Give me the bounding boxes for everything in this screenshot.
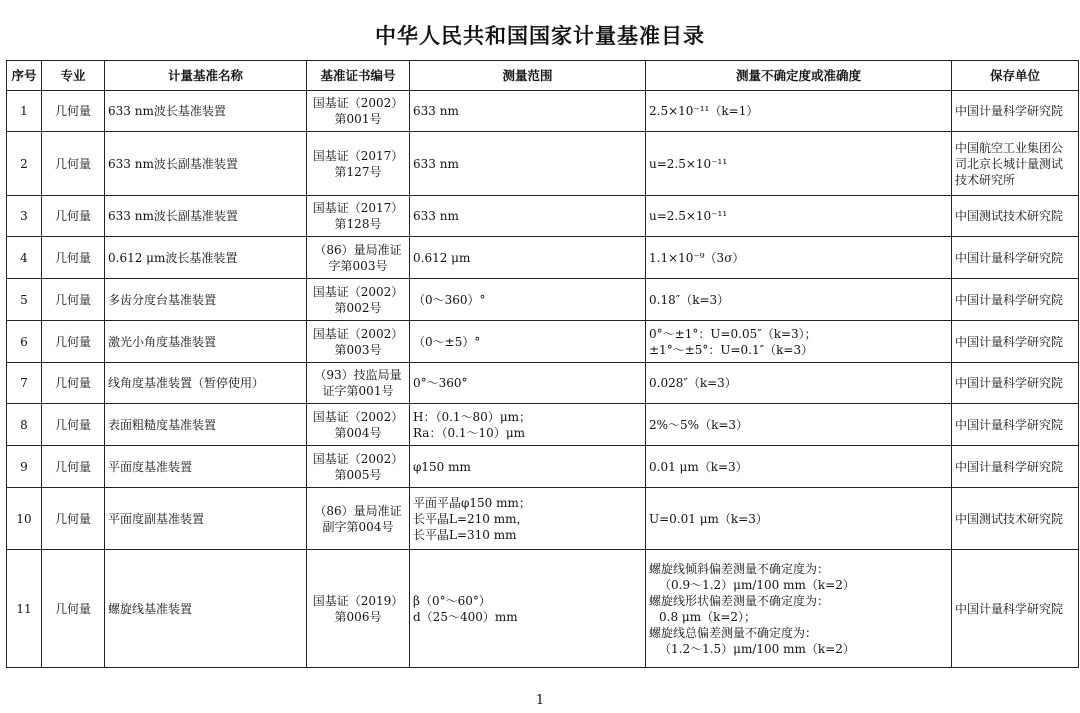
cell-uncertainty: [646, 91, 952, 132]
range-line: 633 nm: [413, 104, 459, 118]
unit-line: 技术研究所: [955, 172, 1016, 187]
uncertainty-line: 2%～5%（k=3）: [649, 417, 749, 432]
cell-range: [410, 363, 646, 404]
cell-specialty: 几何量: [42, 279, 105, 321]
unit-line: 中国计量科学研究院: [955, 417, 1064, 432]
certificate-line: 国基证（2017）: [312, 201, 404, 215]
cell-name: 线角度基准装置（暂停使用）: [105, 363, 307, 404]
certificate-line: 国基证（2019）: [312, 593, 404, 608]
cell-no: 10: [7, 488, 42, 550]
unit-line: 中国计量科学研究院: [955, 376, 1064, 390]
cell-uncertainty: [646, 196, 952, 237]
certificate-line: 国基证（2002）: [312, 409, 404, 424]
uncertainty-line: U=0.01 μm（k=3）: [649, 511, 768, 526]
certificate-line: 第003号: [334, 342, 382, 357]
header-unit: 保存单位: [952, 61, 1079, 91]
cell-range: [410, 488, 646, 550]
certificate-line: 国基证（2002）: [312, 96, 404, 110]
range-line: （0～360）°: [413, 292, 486, 307]
page-number: 1: [535, 693, 545, 708]
certificate-line: 副字第004号: [322, 519, 394, 534]
range-line: （0～±5）°: [413, 334, 481, 349]
cell-specialty: 几何量: [42, 446, 105, 488]
range-line: 长平晶L=310 mm: [413, 527, 517, 542]
range-line: 633 nm: [413, 156, 459, 171]
cell-specialty: 几何量: [42, 550, 105, 668]
uncertainty-line: u=2.5×10⁻¹¹: [649, 209, 728, 223]
cell-name: 633 nm波长副基准装置: [105, 132, 307, 196]
unit-line: 中国计量科学研究院: [955, 250, 1064, 265]
cell-name: 0.612 μm波长基准装置: [105, 237, 307, 279]
uncertainty-line: （1.2～1.5）μm/100 mm（k=2）: [659, 641, 855, 656]
range-line: 0.612 μm: [413, 250, 471, 265]
range-line: 0°～360°: [413, 376, 468, 390]
cell-unit: [952, 237, 1079, 279]
certificate-line: 国基证（2002）: [312, 326, 404, 341]
cell-range: [410, 279, 646, 321]
header-certificate: 基准证书编号: [307, 61, 410, 91]
table-row: [7, 279, 1079, 321]
unit-line: 中国计量科学研究院: [955, 292, 1064, 307]
uncertainty-line: 0.18″（k=3）: [649, 292, 730, 307]
cell-unit: [952, 363, 1079, 404]
header-specialty: 专业: [42, 61, 105, 91]
cell-no: 7: [7, 363, 42, 404]
table-row: [7, 132, 1079, 196]
cell-unit: [952, 404, 1079, 446]
certificate-line: 第002号: [334, 300, 382, 315]
cell-no: 3: [7, 196, 42, 237]
header-no: 序号: [7, 61, 42, 91]
cell-unit: [952, 279, 1079, 321]
table-row: [7, 550, 1079, 668]
cell-no: 4: [7, 237, 42, 279]
cell-range: [410, 132, 646, 196]
table-row: [7, 446, 1079, 488]
standards-table: [6, 60, 1079, 668]
cell-uncertainty: [646, 488, 952, 550]
uncertainty-line: （0.9～1.2）μm/100 mm（k=2）: [659, 577, 855, 592]
certificate-line: 证字第001号: [322, 384, 394, 398]
uncertainty-line: 螺旋线倾斜偏差测量不确定度为：: [649, 561, 830, 576]
unit-line: 中国计量科学研究院: [955, 459, 1064, 474]
cell-specialty: 几何量: [42, 363, 105, 404]
unit-line: 中国测试技术研究院: [955, 511, 1064, 526]
cell-uncertainty: [646, 132, 952, 196]
certificate-line: 第128号: [334, 217, 382, 231]
table-row: [7, 196, 1079, 237]
cell-unit: [952, 196, 1079, 237]
range-line: β（0°～60°）: [413, 593, 491, 608]
cell-name: 平面度基准装置: [105, 446, 307, 488]
cell-unit: [952, 91, 1079, 132]
cell-specialty: 几何量: [42, 196, 105, 237]
cell-name: 633 nm波长基准装置: [105, 91, 307, 132]
uncertainty-line: 1.1×10⁻⁹（3σ）: [649, 250, 745, 265]
uncertainty-line: ±1°～±5°：U=0.1″（k=3）: [649, 342, 814, 357]
cell-certificate: [307, 196, 410, 237]
certificate-line: 第005号: [334, 467, 382, 482]
table-row: [7, 488, 1079, 550]
uncertainty-line: 0.01 μm（k=3）: [649, 459, 748, 474]
cell-specialty: 几何量: [42, 488, 105, 550]
table-row: [7, 237, 1079, 279]
table-row: [7, 321, 1079, 363]
cell-certificate: [307, 363, 410, 404]
cell-range: [410, 196, 646, 237]
range-line: 633 nm: [413, 209, 459, 223]
cell-certificate: [307, 237, 410, 279]
cell-certificate: [307, 404, 410, 446]
cell-range: [410, 404, 646, 446]
cell-specialty: 几何量: [42, 132, 105, 196]
cell-uncertainty: [646, 279, 952, 321]
cell-uncertainty: [646, 237, 952, 279]
cell-unit: [952, 446, 1079, 488]
cell-certificate: [307, 550, 410, 668]
cell-no: 5: [7, 279, 42, 321]
cell-range: [410, 446, 646, 488]
cell-name: 螺旋线基准装置: [105, 550, 307, 668]
table-row: [7, 404, 1079, 446]
cell-specialty: 几何量: [42, 321, 105, 363]
header-range: 测量范围: [410, 61, 646, 91]
cell-name: 633 nm波长副基准装置: [105, 196, 307, 237]
table-row: [7, 91, 1079, 132]
uncertainty-line: 0°～±1°：U=0.05″（k=3）；: [649, 326, 817, 341]
cell-certificate: [307, 321, 410, 363]
range-line: H：（0.1～80）μm；: [413, 409, 531, 424]
cell-name: 激光小角度基准装置: [105, 321, 307, 363]
uncertainty-line: 螺旋线形状偏差测量不确定度为：: [649, 593, 830, 608]
unit-line: 中国测试技术研究院: [955, 209, 1064, 223]
header-row: [7, 61, 1079, 91]
cell-range: [410, 91, 646, 132]
header-uncertainty: 测量不确定度或准确度: [646, 61, 952, 91]
cell-uncertainty: [646, 363, 952, 404]
unit-line: 中国计量科学研究院: [955, 601, 1064, 616]
cell-unit: [952, 321, 1079, 363]
cell-no: 2: [7, 132, 42, 196]
certificate-line: 字第003号: [328, 258, 388, 273]
cell-range: [410, 321, 646, 363]
cell-specialty: 几何量: [42, 404, 105, 446]
certificate-line: 第127号: [334, 164, 382, 179]
certificate-line: 第004号: [334, 425, 382, 440]
uncertainty-line: u=2.5×10⁻¹¹: [649, 156, 728, 171]
table-row: [7, 363, 1079, 404]
uncertainty-line: 螺旋线总偏差测量不确定度为：: [649, 625, 818, 640]
unit-line: 中国计量科学研究院: [955, 334, 1064, 349]
unit-line: 中国计量科学研究院: [955, 104, 1064, 118]
cell-certificate: [307, 279, 410, 321]
cell-no: 8: [7, 404, 42, 446]
cell-no: 9: [7, 446, 42, 488]
unit-line: 中国航空工业集团公: [955, 140, 1064, 155]
certificate-line: 国基证（2002）: [312, 451, 404, 466]
range-line: Ra：（0.1～10）μm: [413, 425, 525, 440]
certificate-line: （86）量局准证: [314, 242, 402, 257]
uncertainty-line: 0.028″（k=3）: [649, 376, 737, 390]
range-line: 长平晶L=210 mm，: [413, 511, 529, 526]
cell-certificate: [307, 488, 410, 550]
cell-uncertainty: [646, 550, 952, 668]
cell-range: [410, 550, 646, 668]
cell-unit: [952, 132, 1079, 196]
certificate-line: 第006号: [334, 609, 382, 624]
cell-specialty: 几何量: [42, 91, 105, 132]
cell-name: 多齿分度台基准装置: [105, 279, 307, 321]
cell-specialty: 几何量: [42, 237, 105, 279]
certificate-line: 第001号: [334, 112, 382, 126]
cell-certificate: [307, 132, 410, 196]
header-name: 计量基准名称: [105, 61, 307, 91]
uncertainty-line: 0.8 μm（k=2）；: [659, 609, 757, 624]
page-title: 中华人民共和国国家计量基准目录: [375, 24, 705, 48]
cell-no: 6: [7, 321, 42, 363]
cell-uncertainty: [646, 404, 952, 446]
cell-no: 1: [7, 91, 42, 132]
certificate-line: （86）量局准证: [314, 503, 402, 518]
unit-line: 司北京长城计量测试: [955, 156, 1064, 171]
cell-name: 表面粗糙度基准装置: [105, 404, 307, 446]
cell-no: 11: [7, 550, 42, 668]
certificate-line: 国基证（2002）: [312, 284, 404, 299]
uncertainty-line: 2.5×10⁻¹¹（k=1）: [649, 104, 759, 118]
cell-range: [410, 237, 646, 279]
cell-name: 平面度副基准装置: [105, 488, 307, 550]
cell-uncertainty: [646, 446, 952, 488]
cell-unit: [952, 488, 1079, 550]
range-line: 平面平晶φ150 mm；: [413, 495, 531, 510]
certificate-line: 国基证（2017）: [312, 148, 404, 163]
range-line: d（25～400）mm: [413, 609, 518, 624]
range-line: φ150 mm: [413, 459, 471, 474]
certificate-line: （93）技监局量: [314, 368, 402, 382]
cell-certificate: [307, 446, 410, 488]
cell-unit: [952, 550, 1079, 668]
cell-certificate: [307, 91, 410, 132]
cell-uncertainty: [646, 321, 952, 363]
